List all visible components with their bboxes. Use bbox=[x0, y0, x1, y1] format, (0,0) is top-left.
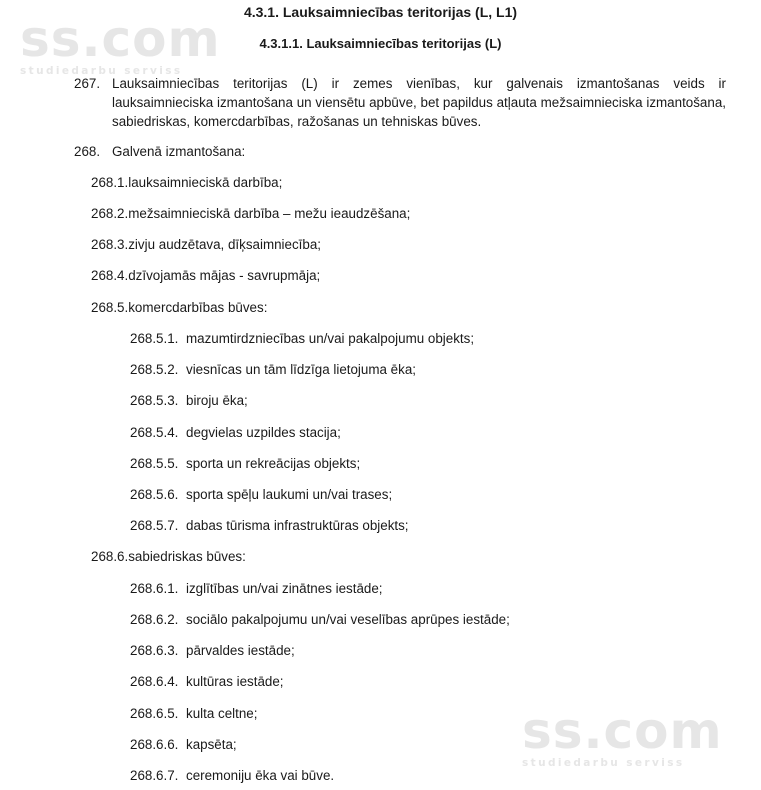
watermark-tagline: studiedarbu serviss bbox=[522, 757, 685, 769]
list-item bbox=[91, 237, 321, 252]
item-number: 268.3. bbox=[91, 237, 129, 252]
paragraph-268 bbox=[74, 144, 245, 159]
item-text: kultūras iestāde; bbox=[186, 674, 284, 689]
item-number: 268.5.3. bbox=[130, 393, 179, 408]
item-text: dzīvojamās mājas - savrupmāja; bbox=[128, 268, 321, 283]
item-text: kapsēta; bbox=[186, 737, 237, 752]
sub-list-item bbox=[130, 581, 383, 596]
item-number: 268.6.3. bbox=[130, 643, 179, 658]
item-number: 268.5.1. bbox=[130, 331, 179, 346]
sub-list-item bbox=[130, 612, 510, 627]
item-text: degvielas uzpildes stacija; bbox=[186, 425, 341, 440]
item-text: sporta un rekreācijas objekts; bbox=[186, 456, 361, 471]
item-number: 268.6.4. bbox=[130, 674, 179, 689]
item-number: 268.5.2. bbox=[130, 362, 179, 377]
item-text: pārvaldes iestāde; bbox=[186, 643, 295, 658]
item-number: 268.6. bbox=[91, 549, 129, 564]
sub-list-item bbox=[130, 737, 237, 752]
item-text: sabiedriskas būves: bbox=[128, 549, 246, 564]
watermark-logo: ss.com bbox=[522, 702, 723, 760]
item-text: biroju ēka; bbox=[186, 393, 248, 408]
item-number: 268.6.7. bbox=[130, 768, 179, 783]
sub-list-item bbox=[130, 362, 416, 377]
item-number: 268.5. bbox=[91, 300, 129, 315]
item-text: komercdarbības būves: bbox=[128, 300, 268, 315]
item-number: 268.5.7. bbox=[130, 518, 179, 533]
section-heading: 4.3.1. Lauksaimniecības teritorijas (L, L1) bbox=[243, 4, 518, 20]
paragraph-text: Galvenā izmantošana: bbox=[112, 144, 246, 159]
item-number: 268.5.6. bbox=[130, 487, 179, 502]
list-item bbox=[91, 268, 320, 283]
item-number: 268.6.5. bbox=[130, 706, 179, 721]
item-text: viesnīcas un tām līdzīga lietojuma ēka; bbox=[186, 362, 416, 377]
sub-list-item bbox=[130, 425, 341, 440]
item-text: dabas tūrisma infrastruktūras objekts; bbox=[186, 518, 409, 533]
list-item bbox=[91, 300, 267, 315]
subsection-heading: 4.3.1.1. Lauksaimniecības teritorijas (L) bbox=[259, 36, 502, 51]
item-number: 268.5.4. bbox=[130, 425, 179, 440]
list-item bbox=[91, 206, 410, 221]
item-text: ceremoniju ēka vai būve. bbox=[186, 768, 335, 783]
watermark-tagline: studiedarbu serviss bbox=[20, 65, 183, 77]
item-number: 268.6.1. bbox=[130, 581, 179, 596]
sub-list-item bbox=[130, 768, 334, 783]
item-text: kulta celtne; bbox=[186, 706, 258, 721]
item-number: 268.4. bbox=[91, 268, 129, 283]
item-number: 268.2. bbox=[91, 206, 129, 221]
item-number: 268.1. bbox=[91, 175, 129, 190]
item-text: zivju audzētava, dīķsaimniecība; bbox=[128, 237, 322, 252]
paragraph-number: 268. bbox=[74, 144, 101, 159]
paragraph-text: Lauksaimniecības teritorijas (L) ir zemes vienības, kur galvenais izmantošanas veids ir lauksaimnieciska izmantošana un viensētu apbūve, bet papildus atļauta mežsaimnieciska izmantošana, sabiedriskas, komercdarbības, ražošanas un tehniskas būves. bbox=[112, 76, 726, 129]
item-number: 268.5.5. bbox=[130, 456, 179, 471]
item-number: 268.6.6. bbox=[130, 737, 179, 752]
item-text: sporta spēļu laukumi un/vai trases; bbox=[186, 487, 393, 502]
list-item bbox=[91, 549, 246, 564]
paragraph-number: 267. bbox=[74, 76, 101, 91]
item-text: sociālo pakalpojumu un/vai veselības aprūpes iestāde; bbox=[186, 612, 510, 627]
sub-list-item bbox=[130, 331, 474, 346]
sub-list-item bbox=[130, 487, 392, 502]
sub-list-item bbox=[130, 643, 295, 658]
item-text: mazumtirdzniecības un/vai pakalpojumu objekts; bbox=[186, 331, 475, 346]
sub-list-item bbox=[130, 518, 409, 533]
item-text: mežsaimnieciskā darbība – mežu ieaudzēšana; bbox=[128, 206, 411, 221]
item-number: 268.6.2. bbox=[130, 612, 179, 627]
watermark-bottom bbox=[522, 702, 723, 769]
paragraph-267 bbox=[74, 74, 726, 131]
list-item bbox=[91, 175, 282, 190]
item-text: izglītības un/vai zinātnes iestāde; bbox=[186, 581, 383, 596]
item-text: lauksaimnieciskā darbība; bbox=[128, 175, 283, 190]
sub-list-item bbox=[130, 706, 257, 721]
watermark-logo: ss.com bbox=[20, 10, 221, 68]
sub-list-item bbox=[130, 393, 248, 408]
sub-list-item bbox=[130, 456, 360, 471]
sub-list-item bbox=[130, 674, 284, 689]
